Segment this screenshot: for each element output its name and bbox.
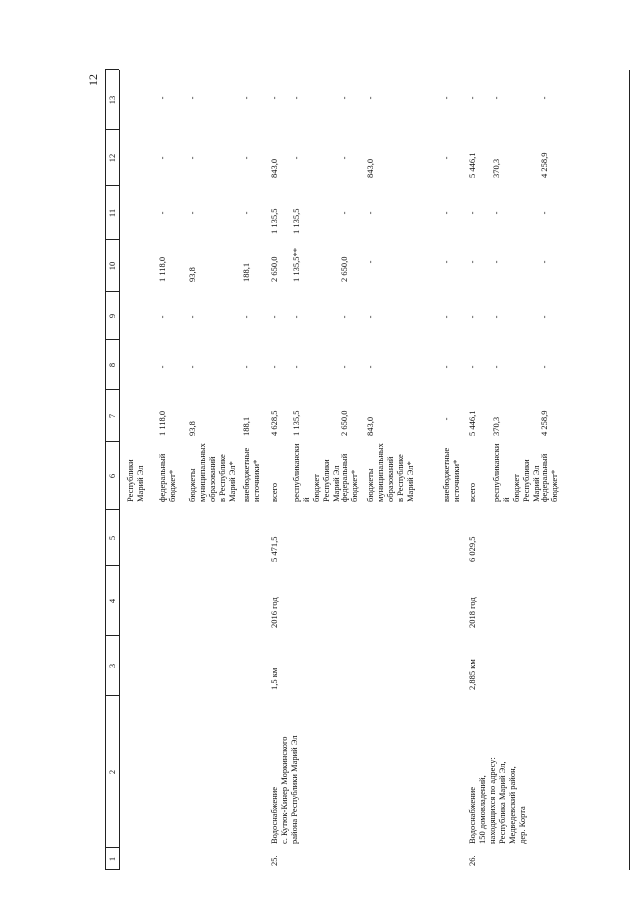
cost-cell: 5 471,5 <box>269 536 279 562</box>
funding-source-label: бюджеты муниципальных образований в Республике Марий Эл* <box>365 443 415 502</box>
amount-cell: 1 118,0 <box>157 410 167 436</box>
header-separator <box>105 635 119 636</box>
empty-cell: - <box>339 96 349 100</box>
empty-cell: - <box>291 315 301 319</box>
empty-cell: - <box>491 315 501 319</box>
column-number: 1 <box>107 856 117 862</box>
empty-cell: - <box>467 260 477 264</box>
empty-cell: - <box>539 211 549 215</box>
column-number: 2 <box>107 769 117 775</box>
empty-cell: - <box>467 96 477 100</box>
empty-cell: - <box>467 315 477 319</box>
empty-cell: - <box>441 365 451 369</box>
amount-cell: 5 446,1 <box>467 410 477 436</box>
cost-cell: 6 029,5 <box>467 536 477 562</box>
amount-cell: 843,0 <box>365 158 375 178</box>
empty-cell: - <box>269 365 279 369</box>
funding-source-label: всего <box>269 482 279 502</box>
header-separator <box>105 185 119 186</box>
header-separator <box>105 129 119 130</box>
amount-cell: 370,3 <box>491 158 501 178</box>
empty-cell: - <box>157 365 167 369</box>
empty-cell: - <box>441 156 451 160</box>
column-number: 3 <box>107 663 117 669</box>
empty-cell: - <box>241 365 251 369</box>
length-cell: 1,5 км <box>269 667 279 690</box>
object-name: Водоснабжение с. Кутюк-Кинер Моркинского района Республики Марий Эл <box>269 735 299 844</box>
empty-cell: - <box>187 315 197 319</box>
length-cell: 2,885 км <box>467 659 477 690</box>
amount-cell: 1 118,0 <box>157 256 167 282</box>
funding-source-label: внебюджетные источники* <box>441 447 461 502</box>
empty-cell: - <box>157 211 167 215</box>
empty-cell: - <box>269 315 279 319</box>
empty-cell: - <box>491 260 501 264</box>
header-separator <box>105 509 119 510</box>
empty-cell: - <box>491 211 501 215</box>
column-number: 10 <box>107 261 117 271</box>
amount-cell: 1 135,5 <box>291 410 301 436</box>
empty-cell: - <box>291 156 301 160</box>
empty-cell: - <box>157 156 167 160</box>
empty-cell: - <box>441 417 451 421</box>
empty-cell: - <box>441 96 451 100</box>
empty-cell: - <box>365 211 375 215</box>
empty-cell: - <box>365 96 375 100</box>
empty-cell: - <box>539 315 549 319</box>
empty-cell: - <box>467 365 477 369</box>
amount-cell: 370,3 <box>491 416 501 436</box>
empty-cell: - <box>339 211 349 215</box>
header-separator <box>105 239 119 240</box>
funding-source-label: внебюджетные источники* <box>241 447 261 502</box>
empty-cell: - <box>339 156 349 160</box>
header-bottom-rule <box>119 70 120 870</box>
header-separator <box>105 339 119 340</box>
funding-source-label: Республики Марий Эл <box>125 459 145 502</box>
amount-cell: 93,8 <box>187 421 197 436</box>
amount-cell: 4 258,9 <box>539 410 549 436</box>
column-number: 9 <box>107 313 117 319</box>
funding-source-label: бюджеты муниципальных образований в Республике Марий Эл* <box>187 443 237 502</box>
empty-cell: - <box>441 315 451 319</box>
amount-cell: 93,8 <box>187 267 197 282</box>
header-separator <box>105 695 119 696</box>
empty-cell: - <box>365 260 375 264</box>
row-number: 26. <box>467 855 477 866</box>
empty-cell: - <box>365 365 375 369</box>
amount-cell: 2 650,0 <box>339 410 349 436</box>
object-name: Водоснабжение 150 домовладений, находящихся по адресу: Республика Марий Эл, Медведевский район, дер. Корта <box>467 757 527 844</box>
empty-cell: - <box>241 156 251 160</box>
funding-source-label: республиканский бюджет Республики Марий Эл <box>491 443 541 502</box>
amount-cell: 2 650,0 <box>339 256 349 282</box>
column-number: 6 <box>107 473 117 479</box>
empty-cell: - <box>339 315 349 319</box>
amount-cell: 843,0 <box>365 416 375 436</box>
amount-cell: 188,1 <box>241 262 251 282</box>
amount-cell: 5 446,1 <box>467 152 477 178</box>
amount-cell: 4 258,9 <box>539 152 549 178</box>
column-number: 4 <box>107 598 117 604</box>
amount-cell: 1 135,5 <box>269 208 279 234</box>
column-number: 12 <box>107 153 117 163</box>
column-number: 5 <box>107 535 117 541</box>
amount-cell: 2 650,0 <box>269 256 279 282</box>
empty-cell: - <box>291 365 301 369</box>
empty-cell: - <box>157 96 167 100</box>
empty-cell: - <box>269 96 279 100</box>
empty-cell: - <box>187 211 197 215</box>
empty-cell: - <box>241 211 251 215</box>
empty-cell: - <box>187 156 197 160</box>
funding-source-label: федеральный бюджет* <box>339 453 359 502</box>
empty-cell: - <box>441 211 451 215</box>
empty-cell: - <box>241 315 251 319</box>
year-cell: 2016 год <box>269 597 279 628</box>
column-number: 11 <box>107 208 117 218</box>
empty-cell: - <box>539 260 549 264</box>
funding-source-label: федеральный бюджет* <box>539 453 559 502</box>
empty-cell: - <box>241 96 251 100</box>
page-number: 12 <box>86 74 100 86</box>
empty-cell: - <box>491 365 501 369</box>
empty-cell: - <box>187 96 197 100</box>
empty-cell: - <box>339 365 349 369</box>
table-bottom-rule <box>629 70 630 870</box>
empty-cell: - <box>187 365 197 369</box>
header-separator <box>105 389 119 390</box>
rotated-table <box>105 70 639 870</box>
empty-cell: - <box>467 211 477 215</box>
year-cell: 2018 год <box>467 597 477 628</box>
empty-cell: - <box>157 315 167 319</box>
header-separator <box>105 69 119 70</box>
funding-source-label: всего <box>467 482 477 502</box>
funding-source-label: федеральный бюджет* <box>157 453 177 502</box>
empty-cell: - <box>539 365 549 369</box>
amount-cell: 843,0 <box>269 158 279 178</box>
column-number: 7 <box>107 413 117 419</box>
empty-cell: - <box>441 260 451 264</box>
column-number: 13 <box>107 95 117 105</box>
empty-cell: - <box>539 96 549 100</box>
amount-cell: 1 135,5 <box>291 208 301 234</box>
column-number: 8 <box>107 362 117 368</box>
funding-source-label: республиканский бюджет Республики Марий Эл <box>291 443 341 502</box>
empty-cell: - <box>291 96 301 100</box>
header-separator <box>105 441 119 442</box>
amount-cell: 1 135,5** <box>291 248 301 282</box>
header-separator <box>105 565 119 566</box>
row-number: 25. <box>269 855 279 866</box>
empty-cell: - <box>491 96 501 100</box>
empty-cell: - <box>365 315 375 319</box>
header-separator <box>105 291 119 292</box>
amount-cell: 4 628,5 <box>269 410 279 436</box>
amount-cell: 188,1 <box>241 416 251 436</box>
